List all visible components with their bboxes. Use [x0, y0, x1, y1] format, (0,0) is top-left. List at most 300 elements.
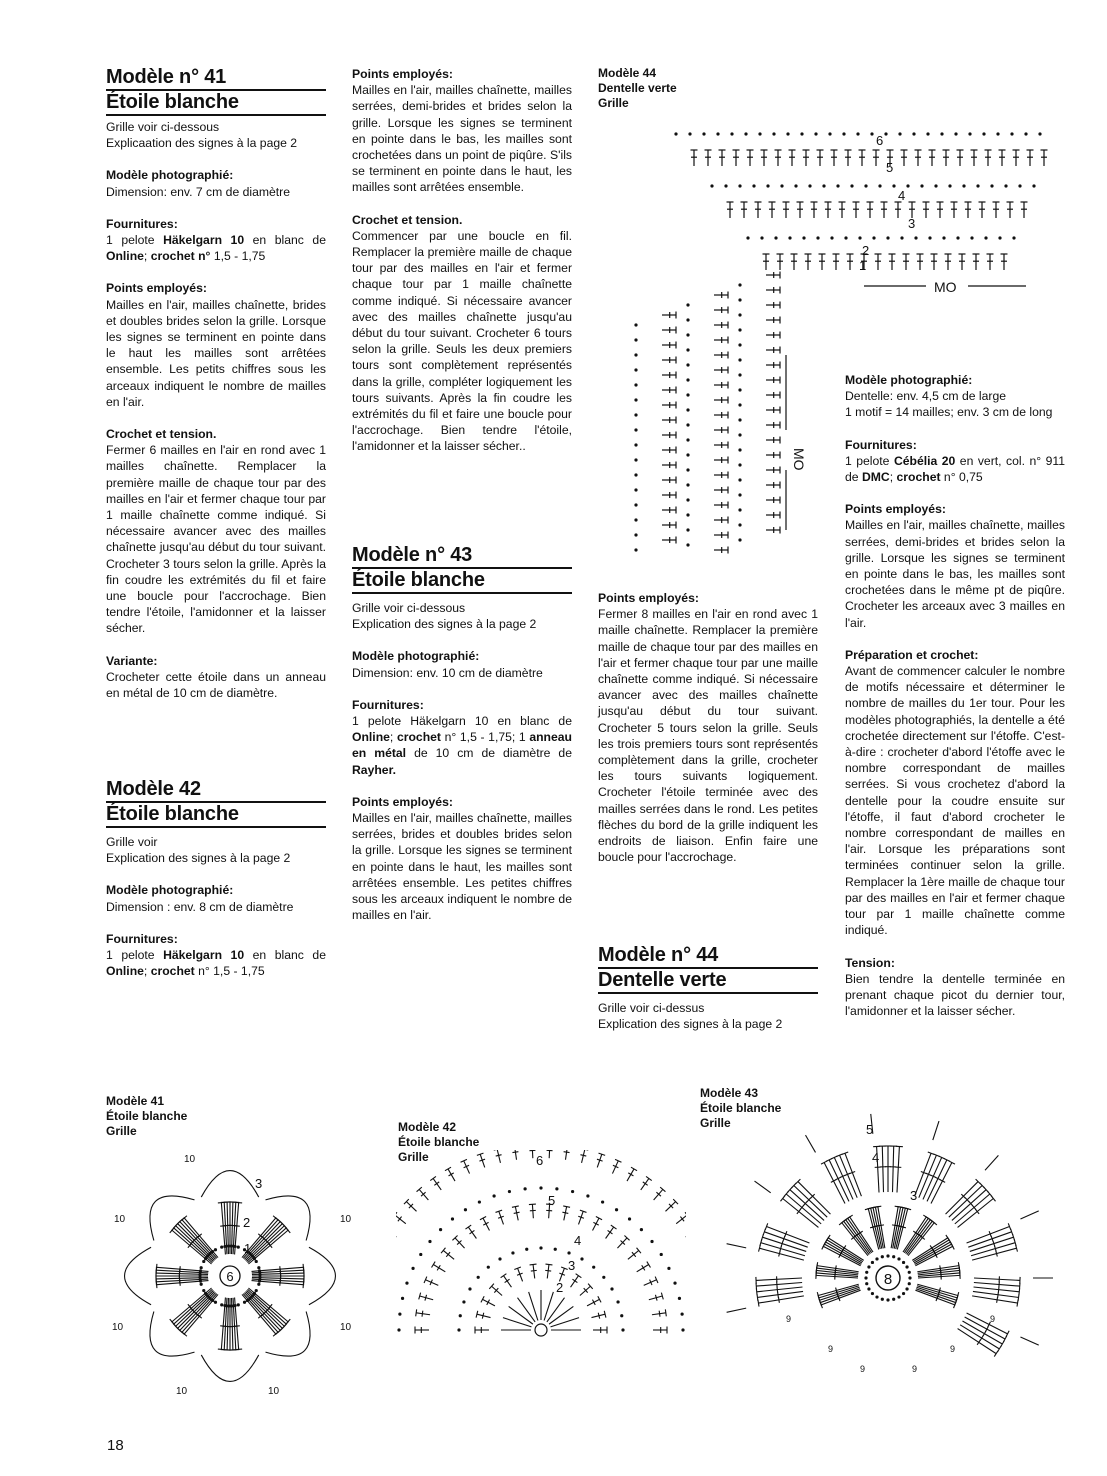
round-1-chain-dot	[865, 1282, 868, 1285]
text-run: ;	[143, 249, 151, 264]
lace-chain-dot	[800, 132, 803, 135]
c42-label-line1: Modèle 42	[398, 1120, 457, 1134]
lace-chain-dot	[738, 433, 741, 436]
m41-supplies-label: Fournitures:	[106, 216, 178, 231]
center-spoke	[547, 1298, 565, 1322]
joining-arrow	[755, 1181, 771, 1193]
bold-run: Online	[352, 730, 390, 745]
round-1-chain-dot	[246, 1299, 249, 1302]
outer-petal-treble	[974, 1287, 1020, 1292]
stitch-crossbar	[996, 1251, 998, 1257]
lace-chain-dot	[634, 548, 637, 551]
fan-treble-stitch	[532, 1150, 533, 1158]
chain-stitch-dot	[457, 1328, 460, 1331]
text-run: 1 pelote	[845, 453, 894, 468]
c41-arc-number: 10	[268, 1386, 280, 1397]
c42-label-line3: Grille	[398, 1150, 429, 1164]
outer-petal-treble	[882, 1146, 883, 1192]
m41-title-line1: Modèle n° 41	[106, 66, 326, 91]
round-1-chain-dot	[200, 1266, 203, 1269]
fan-treble-stitch	[532, 1204, 533, 1218]
chain-stitch-dot	[459, 1314, 462, 1317]
stitch-crossbar	[778, 1297, 779, 1303]
stitch-crossbar	[655, 1295, 657, 1301]
chain-stitch-dot	[681, 1313, 684, 1316]
stitch-crossbar	[580, 1155, 586, 1156]
chain-stitch-dot	[539, 1186, 542, 1189]
round-1-chain-dot	[892, 1255, 895, 1258]
lace-chain-dot	[808, 184, 811, 187]
chain-stitch-dot	[673, 1282, 676, 1285]
lace-chain-dot	[686, 333, 689, 336]
chain-stitch-dot	[478, 1200, 481, 1203]
c44-label	[598, 66, 698, 111]
c44-round-2: 2	[862, 243, 870, 258]
petal-outer-arc	[125, 1247, 152, 1304]
center-spoke	[509, 1306, 533, 1324]
m44-supplies-label: Fournitures:	[845, 437, 917, 452]
outer-petal-treble	[960, 1325, 999, 1349]
round-1-chain-dot	[897, 1257, 900, 1260]
chain-stitch-dot	[462, 1300, 465, 1303]
round-1-chain-dot	[199, 1269, 202, 1272]
c43-arc-number: 9	[950, 1344, 956, 1354]
lace-chain-dot	[752, 184, 755, 187]
lace-chain-dot	[794, 184, 797, 187]
column-1	[106, 66, 326, 701]
chain-stitch-dot	[555, 1187, 558, 1190]
chain-stitch-dot	[586, 1194, 589, 1197]
lace-chain-dot	[738, 478, 741, 481]
lace-chain-dot	[914, 236, 917, 239]
chain-stitch-dot	[508, 1190, 511, 1193]
fan-treble-stitch	[606, 1227, 614, 1238]
round-1-chain-dot	[875, 1295, 878, 1298]
lace-chain-dot	[1038, 132, 1041, 135]
joining-arrow	[806, 1135, 816, 1152]
round-1-chain-dot	[881, 1255, 884, 1258]
m41-section	[106, 66, 326, 701]
stitch-crossbar	[505, 1279, 510, 1282]
round-1-chain-dot	[233, 1245, 236, 1248]
lace-chain-dot	[738, 508, 741, 511]
lace-chain-dot	[686, 348, 689, 351]
lace-chain-dot	[934, 184, 937, 187]
fan-treble-stitch	[571, 1276, 579, 1288]
chain-stitch-dot	[640, 1228, 643, 1231]
c43-label-line1: Modèle 43	[700, 1086, 759, 1100]
bold-run: crochet	[396, 730, 441, 745]
m43-section	[352, 544, 572, 923]
m42-title-line2: Étoile blanche	[106, 803, 326, 828]
bold-run: Online	[106, 249, 144, 264]
lace-chain-dot	[998, 236, 1001, 239]
c42-center-ring	[535, 1324, 547, 1336]
outer-petal-treble	[897, 1147, 899, 1193]
outer-petal-treble	[794, 1186, 827, 1218]
stitch-crossbar	[496, 1155, 502, 1156]
round-1-chain-dot	[867, 1265, 870, 1268]
chain-stitch-dot	[493, 1194, 496, 1197]
stitch-top-bar	[1017, 1300, 1018, 1307]
round-1-chain-dot	[206, 1254, 209, 1257]
fan-treble-stitch	[396, 1215, 406, 1224]
fan-treble-stitch	[628, 1250, 639, 1259]
fan-treble-stitch	[492, 1286, 502, 1295]
round-1-chain-dot	[892, 1298, 895, 1301]
stitch-top-bar	[576, 1274, 582, 1278]
lace-chain-dot	[738, 283, 741, 286]
round-1-chain-dot	[237, 1246, 240, 1249]
petal-outer-arc	[201, 1355, 258, 1382]
round-1-chain-dot	[255, 1289, 258, 1292]
round-1-chain-dot	[230, 1304, 233, 1307]
lace-chain-dot	[634, 518, 637, 521]
lace-chain-dot	[634, 488, 637, 491]
lace-chain-dot	[634, 323, 637, 326]
m42-photo-label: Modèle photographié:	[106, 883, 234, 898]
lace-chain-dot	[744, 132, 747, 135]
fan-treble-stitch	[443, 1250, 454, 1259]
round-1-chain-dot	[908, 1271, 911, 1274]
lace-chain-dot	[686, 528, 689, 531]
c43-round-5: 5	[866, 1122, 874, 1137]
m43-supplies-text	[352, 713, 572, 778]
chain-stitch-dot	[615, 1208, 618, 1211]
fan-treble-stitch	[455, 1238, 465, 1248]
stitch-top-bar	[430, 1176, 436, 1180]
stitch-top-bar	[416, 1309, 417, 1316]
m42-stitches-label: Points employés:	[352, 67, 453, 81]
lace-chain-dot	[738, 343, 741, 346]
round-1-chain-dot	[211, 1299, 214, 1302]
fan-treble-stitch	[416, 1313, 430, 1315]
lace-chain-dot	[892, 184, 895, 187]
text-run: en blanc de	[244, 948, 326, 963]
chain-stitch-dot	[477, 1276, 480, 1279]
chain-stitch-dot	[419, 1253, 422, 1256]
c41-arc-number: 10	[184, 1154, 196, 1165]
lace-chain-dot	[686, 393, 689, 396]
m41-stitches-label: Points employés:	[106, 281, 207, 296]
m42-grid-note: Grille voir	[106, 835, 158, 849]
m44-title-line1: Modèle n° 44	[598, 944, 818, 969]
fan-treble-stitch	[497, 1150, 500, 1163]
lace-chain-dot	[738, 493, 741, 496]
chain-stitch-dot	[451, 1217, 454, 1220]
c41-round-1: 1	[244, 1241, 252, 1256]
c41-label-line2: Étoile blanche	[106, 1109, 188, 1123]
stitch-crossbar	[572, 1279, 577, 1282]
lace-chain-dot	[772, 132, 775, 135]
chain-stitch-dot	[405, 1282, 408, 1285]
round-1-chain-dot	[253, 1257, 256, 1260]
outer-petal-treble	[824, 1163, 845, 1204]
outer-petal-treble	[790, 1190, 824, 1221]
fan-treble-stitch	[580, 1286, 590, 1295]
joining-arrow	[933, 1121, 939, 1140]
m44-photo-text-1: Dentelle: env. 4,5 cm de large	[845, 389, 1007, 404]
lace-chain-dot	[738, 184, 741, 187]
c43-arc-number: 9	[828, 1344, 834, 1354]
text-run: ;	[889, 470, 897, 485]
m43-signs-note: Explication des signes à la page 2	[352, 617, 537, 632]
stitch-top-bar	[874, 1206, 881, 1207]
chain-stitch-dot	[602, 1276, 605, 1279]
bold-run: crochet	[896, 470, 941, 485]
text-run: n° 1,5 - 1,75	[194, 964, 265, 979]
stitch-crossbar	[598, 1313, 599, 1319]
outer-petal-treble	[965, 1317, 1005, 1339]
lace-chain-dot	[844, 236, 847, 239]
lace-chain-dot	[906, 184, 909, 187]
m44-title-line2: Dentelle verte	[598, 969, 818, 994]
bold-run: crochet n°	[150, 249, 211, 264]
stitch-crossbar	[778, 1292, 779, 1298]
lace-chain-dot	[634, 533, 637, 536]
c43-arc-number: 9	[860, 1364, 866, 1374]
lace-chain-dot	[948, 184, 951, 187]
chain-stitch-dot	[601, 1200, 604, 1203]
c43-arc-number: 9	[990, 1314, 996, 1324]
column-4	[845, 372, 1065, 1019]
center-spoke	[551, 1318, 580, 1327]
round-1-chain-dot	[220, 1303, 223, 1306]
lace-chain-dot	[674, 132, 677, 135]
center-spoke	[529, 1292, 538, 1321]
lace-chain-dot	[738, 418, 741, 421]
m44-signs-note: Explication des signes à la page 2	[598, 1017, 783, 1032]
round-1-chain-dot	[886, 1254, 889, 1257]
round-1-chain-dot	[902, 1292, 905, 1295]
c43-arc-numbers	[786, 1314, 995, 1374]
m42-supplies-section	[106, 778, 326, 979]
chain-stitch-dot	[428, 1240, 431, 1243]
inner-petal-treble	[914, 1242, 950, 1263]
lace-chain-dot	[738, 523, 741, 526]
c42-round-3: 3	[568, 1258, 576, 1273]
lace-chain-dot	[850, 184, 853, 187]
lace-chain-dot	[724, 184, 727, 187]
stitch-crossbar	[425, 1295, 427, 1301]
m44-stitches-label: Points employés:	[598, 591, 699, 605]
lace-chain-dot	[990, 184, 993, 187]
stitch-top-bar	[545, 1264, 552, 1265]
m44-prep-text: Avant de commencer calculer le nombre de motifs nécessaire et déterminer le nombre de mailles du 1er tour. Pour les modèles photographiés, la dentelle a été crochetée directement sur l'étoffe. C'est-à-dire : crocheter d'abord l'étoffe avec le nombre correspondant de mailles serrées. Si vous crochetez d'abord la dentelle pour la coudre ensuite sur l'étoffe, il faut d'abord crocheter le nombre correspondant de mailles en l'air. Lorsque les préparations sont terminées continuer selon la grille. Remplacer la 1ère maille de chaque tour par des mailles en l'air et fermer chaque tour par 1 maille chaînette comme indiqué.	[845, 664, 1065, 938]
lace-chain-dot	[686, 483, 689, 486]
lace-chain-dot	[976, 184, 979, 187]
lace-chain-dot	[884, 132, 887, 135]
chain-stitch-dot	[592, 1266, 595, 1269]
c41-arc-number: 10	[340, 1214, 352, 1225]
c44-label-line1: Modèle 44	[598, 66, 657, 80]
petal-outer-arc	[201, 1171, 258, 1198]
c41-arc-number: 10	[176, 1386, 188, 1397]
outer-petal-treble	[893, 1146, 894, 1192]
center-spoke	[503, 1318, 532, 1327]
round-1-chain-dot	[206, 1294, 209, 1297]
c43-label-line2: Étoile blanche	[700, 1101, 782, 1115]
round-1-chain-dot	[214, 1248, 217, 1251]
c42-geometry	[396, 1150, 686, 1334]
c44-label-line3: Grille	[598, 96, 629, 110]
m44-title-section	[598, 944, 818, 1032]
outer-petal-treble	[974, 1278, 1020, 1280]
c44-round-5: 5	[886, 160, 894, 175]
lace-chain-dot	[634, 398, 637, 401]
outer-petal-treble	[946, 1182, 979, 1215]
m41-title-line2: Étoile blanche	[106, 91, 326, 116]
c43-star-chart	[700, 1090, 1080, 1390]
outer-petal-treble	[927, 1160, 947, 1202]
m43-photo-text: Dimension: env. 10 cm de diamètre	[352, 665, 543, 680]
text-run: n° 1,5 - 1,75; 1	[440, 730, 530, 745]
lace-chain-dot	[716, 132, 719, 135]
fan-treble-stitch	[406, 1202, 416, 1212]
stitch-top-bar	[303, 1281, 304, 1288]
lace-chain-dot	[864, 184, 867, 187]
fan-treble-stitch	[637, 1265, 649, 1272]
outer-petal-treble	[756, 1283, 802, 1287]
m43-title-line1: Modèle n° 43	[352, 544, 572, 569]
text-run: 1 pelote	[106, 948, 164, 963]
center-spoke	[517, 1298, 535, 1322]
c42-label-line2: Étoile blanche	[398, 1135, 480, 1149]
c43-arc-number: 9	[912, 1364, 918, 1374]
lace-chain-dot	[926, 132, 929, 135]
lace-chain-dot	[802, 236, 805, 239]
column-2	[352, 66, 572, 455]
stitch-crossbar	[858, 1231, 863, 1234]
m42-supplies-label: Fournitures:	[106, 931, 178, 946]
chain-stitch-dot	[397, 1328, 400, 1331]
c44-round-4: 4	[898, 188, 906, 203]
lace-chain-dot	[686, 378, 689, 381]
stitch-crossbar	[531, 1270, 537, 1271]
round-1-chain-dot	[237, 1303, 240, 1306]
chain-stitch-dot	[681, 1328, 684, 1331]
outer-petal-treble	[757, 1287, 803, 1292]
outer-petal-treble	[958, 1199, 994, 1228]
stitch-crossbar	[437, 1265, 440, 1270]
stitch-top-bar	[847, 1215, 853, 1219]
fan-treble-stitch	[617, 1238, 627, 1248]
m43-grid-note: Grille voir ci-dessous	[352, 601, 466, 615]
c42-star-chart	[396, 1150, 686, 1390]
round-1-chain-dot	[230, 1244, 233, 1247]
m44-stitches-section	[598, 590, 818, 865]
stitch-crossbar	[434, 1182, 439, 1185]
lace-chain-dot	[686, 513, 689, 516]
lace-chain-dot	[738, 538, 741, 541]
m44-stitches2-text: Mailles en l'air, mailles chaînette, mailles serrées, demi-brides et brides selon la grille. Lorsque les signes se terminent en pointe dans le bas, les mailles sont crochetées dans le même pt de piqûre. Crocheter les arceaux avec 3 mailles en l'air.	[845, 518, 1065, 630]
outer-petal-treble	[949, 1186, 982, 1218]
lace-chain-dot	[900, 236, 903, 239]
round-1-chain-dot	[227, 1244, 230, 1247]
stitch-crossbar	[779, 1251, 781, 1257]
lace-chain-dot	[760, 236, 763, 239]
lace-chain-dot	[710, 184, 713, 187]
round-1-chain-dot	[255, 1260, 258, 1263]
outer-petal-treble	[952, 1190, 986, 1221]
outer-petal-treble	[962, 1321, 1002, 1344]
stitch-top-bar	[530, 1264, 537, 1265]
round-1-chain-dot	[258, 1276, 261, 1279]
stitch-crossbar	[470, 1230, 475, 1233]
lace-chain-dot	[912, 132, 915, 135]
c41-round-3: 3	[255, 1176, 263, 1191]
m44-stitches2-label: Points employés:	[845, 502, 946, 517]
lace-chain-dot	[1024, 132, 1027, 135]
round-1-chain-dot	[871, 1292, 874, 1295]
lace-chain-dot	[686, 498, 689, 501]
round-1-chain-dot	[227, 1304, 230, 1307]
round-1-chain-dot	[214, 1301, 217, 1304]
round-1-chain-dot	[208, 1297, 211, 1300]
chain-stitch-dot	[616, 1300, 619, 1303]
lace-chain-dot	[738, 463, 741, 466]
outer-petal-treble	[759, 1248, 803, 1260]
chain-stitch-dot	[567, 1251, 570, 1254]
c41-label-line1: Modèle 41	[106, 1094, 165, 1108]
outer-petal-treble	[967, 1313, 1008, 1334]
lace-chain-dot	[738, 403, 741, 406]
stitch-top-bar	[432, 1262, 436, 1268]
lace-chain-dot	[738, 373, 741, 376]
lace-chain-dot	[856, 132, 859, 135]
text-run: n° 0,75	[940, 470, 983, 485]
stitch-crossbar	[564, 1152, 570, 1153]
text-run: ;	[389, 730, 397, 745]
m44-stitches-text: Fermer 8 mailles en l'air en rond avec 1 maille chaînette. Remplacer la première maille de chaque tour par des mailles en l'air et fermer chaque tour par une maille chaînette comme indiqué. Si nécessaire avancer avec des mailles chaînette jusqu'au début du tour suivant. Crocheter 5 tours selon la grille. Seuls les trois premiers tours sont représentés complètement dans la grille, crocheter les tours suivants logiquement. Crocheter l'étoile terminée avec des mailles serrées dans le rond. Les petites flèches du bord de la grille indiquent les endroits de liaison. Enfin faire une boucle pour l'accrochage.	[598, 607, 818, 865]
lace-chain-dot	[780, 184, 783, 187]
lace-chain-dot	[830, 236, 833, 239]
chain-stitch-dot	[539, 1246, 542, 1249]
round-1-chain-dot	[897, 1295, 900, 1298]
chain-stitch-dot	[620, 1314, 623, 1317]
fan-treble-stitch	[419, 1189, 428, 1200]
lace-chain-dot	[686, 318, 689, 321]
lace-chain-dot	[634, 338, 637, 341]
m41-signs-note: Explicaation des signes à la page 2	[106, 136, 298, 151]
chain-stitch-dot	[571, 1190, 574, 1193]
round-1-chain-dot	[258, 1269, 261, 1272]
inner-petal-treble	[906, 1220, 931, 1254]
joining-arrow	[1020, 1211, 1038, 1219]
lace-chain-dot	[1012, 236, 1015, 239]
fan-treble-stitch	[676, 1215, 686, 1224]
m41-variant-label: Variante:	[106, 653, 158, 668]
c43-arc-number: 9	[786, 1314, 792, 1324]
lace-chain-dot	[738, 358, 741, 361]
lace-chain-dot	[878, 184, 881, 187]
stitch-crossbar	[643, 1182, 648, 1185]
bold-run: Cébélia 20	[893, 453, 956, 468]
m41-crochet-label: Crochet et tension.	[106, 427, 217, 442]
bold-run: DMC	[861, 470, 890, 485]
m41-supplies-text	[106, 232, 326, 264]
chain-stitch-dot	[580, 1257, 583, 1260]
lace-chain-dot	[634, 428, 637, 431]
lace-chain-dot	[758, 132, 761, 135]
round-1-chain-dot	[871, 1261, 874, 1264]
stitch-crossbar	[642, 1265, 645, 1270]
round-1-chain-dot	[257, 1283, 260, 1286]
m42-photo-text: Dimension : env. 8 cm de diamètre	[106, 899, 294, 914]
lace-chain-dot	[996, 132, 999, 135]
petal-treble-stitch	[178, 1292, 215, 1329]
c41-label-line3: Grille	[106, 1124, 137, 1138]
